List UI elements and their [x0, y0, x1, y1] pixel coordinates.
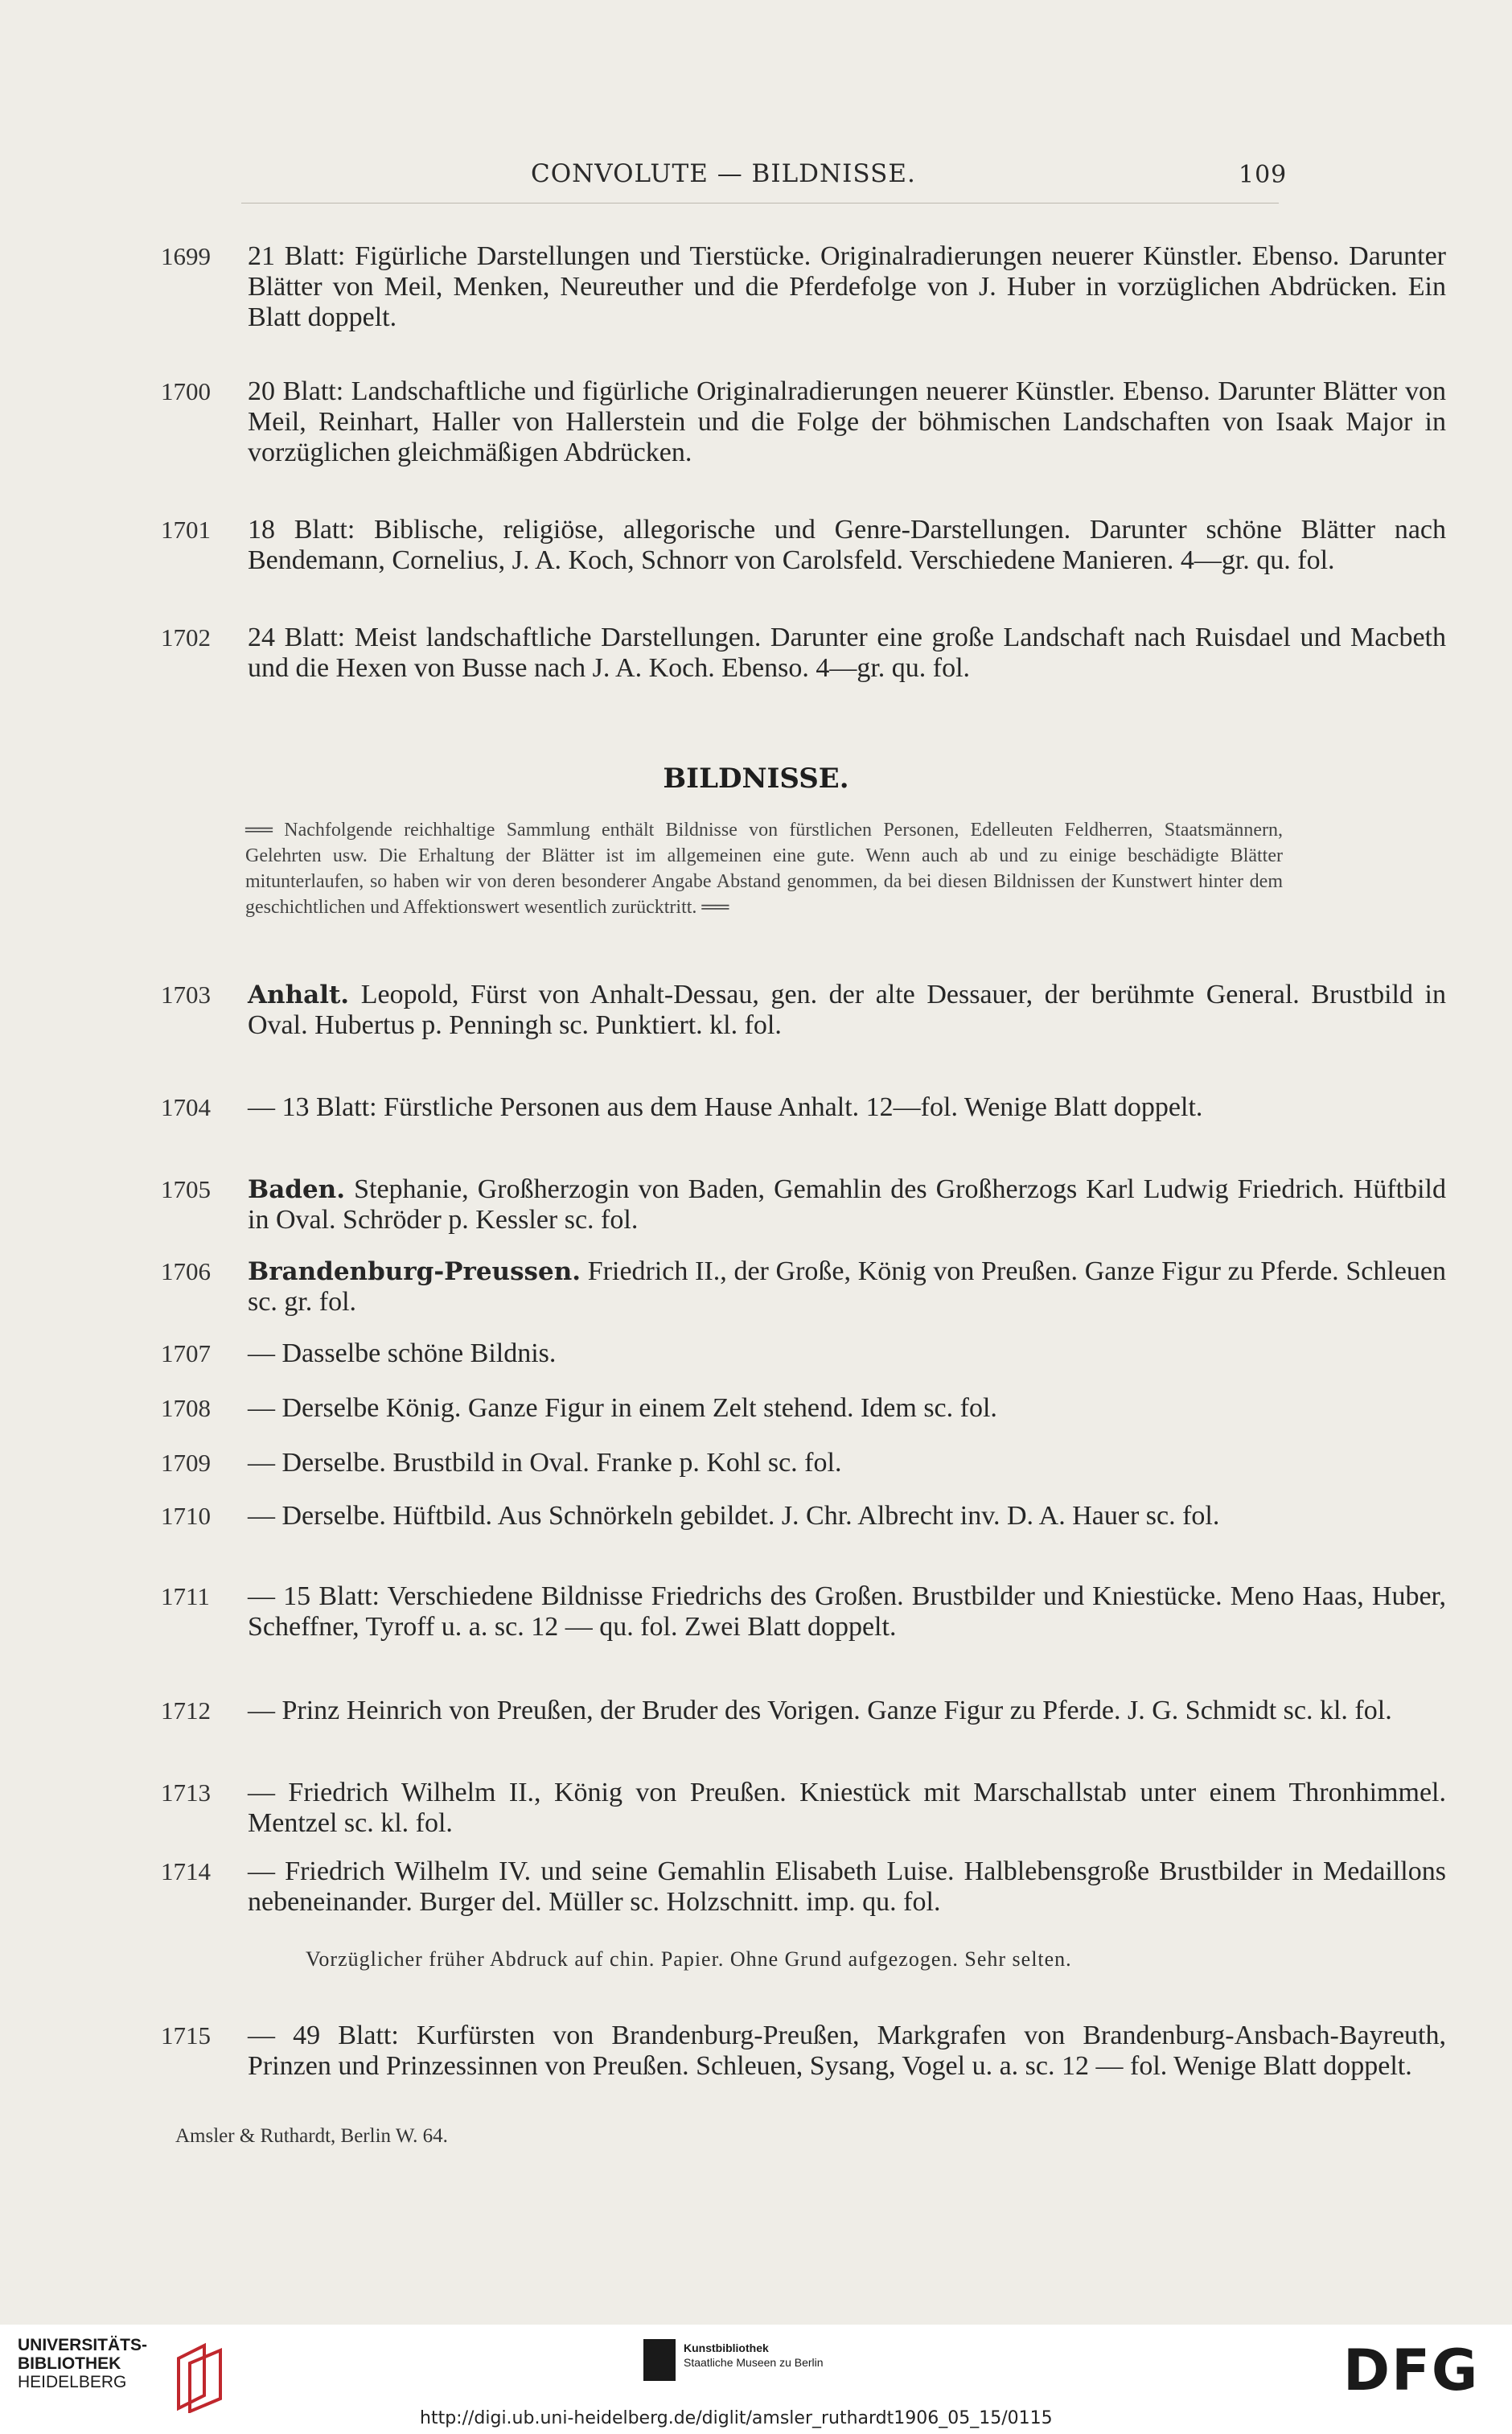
section-title: BILDNISSE.: [663, 763, 849, 795]
entry-number: 1702: [161, 623, 211, 652]
entry-number: 1714: [161, 1857, 211, 1885]
entry-heading: Baden.: [248, 1175, 346, 1204]
entry-text: — Prinz Heinrich von Preußen, der Bruder des Vorigen. Ganze Figur zu Pferde. J. G. Schmidt sc. kl. fol.: [248, 1696, 1392, 1725]
entry-text: — 13 Blatt: Fürstliche Personen aus dem Hause Anhalt. 12—fol. Wenige Blatt doppelt.: [248, 1092, 1203, 1122]
kb-line-2: Staatliche Museen zu Berlin: [684, 2356, 824, 2369]
entry-text: — Friedrich Wilhelm IV. und seine Gemahlin Elisabeth Luise. Halblebensgroße Brustbilder in Medaillons nebeneinander. Burger del. Müller sc. Holzschnitt. imp. qu. fol.: [248, 1856, 1446, 1917]
entry-number: 1703: [161, 981, 211, 1009]
kb-line-1: Kunstbibliothek: [684, 2341, 769, 2354]
entry-number: 1709: [161, 1449, 211, 1477]
entry-number: 1711: [161, 1582, 210, 1610]
running-header: [0, 154, 1512, 195]
uni-line-1: UNIVERSITÄTS-: [18, 2336, 148, 2354]
header-title: CONVOLUTE — BILDNISSE.: [531, 159, 916, 188]
entry-text: — Derselbe. Hüftbild. Aus Schnörkeln gebildet. J. Chr. Albrecht inv. D. A. Hauer sc. fol.: [248, 1501, 1220, 1531]
entry-text: 20 Blatt: Landschaftliche und figürliche Originalradierungen neuerer Künstler. Ebenso. Darunter Blätter von Meil, Reinhart, Haller von Hallerstein und die Folge der böhmischen Landschaften von Isaak Major in vorzüglichen gleichmäßigen Abdrücken.: [248, 376, 1446, 467]
entry-number: 1707: [161, 1339, 211, 1367]
permalink-url[interactable]: http://digi.ub.uni-heidelberg.de/diglit/amsler_ruthardt1906_05_15/0115: [420, 2408, 1053, 2428]
entry-number: 1706: [161, 1257, 211, 1285]
entry-text: [248, 1256, 1446, 1318]
entry-number: 1705: [161, 1175, 211, 1203]
digitization-footer: [0, 2325, 1512, 2434]
kunstbibliothek-emblem-icon: [643, 2339, 676, 2381]
entry-number: 1699: [161, 242, 211, 270]
entry-number: 1704: [161, 1093, 211, 1121]
section-intro: ══ Nachfolgende reichhaltige Sammlung enthält Bildnisse von fürstlichen Personen, Edelleuten Feldherren, Staatsmännern, Gelehrten usw. Die Erhaltung der Blätter ist im allgemeinen eine gute. Wenn auch ab und zu einige beschädigte Blätter mitunterlaufen, so haben wir von deren besonderer Angabe Abstand genommen, da bei diesen Bildnissen der Kunstwert hinter dem geschichtlichen und Affektionswert wesentlich zurücktritt. ══: [245, 820, 1283, 918]
entry-text: — 49 Blatt: Kurfürsten von Brandenburg-Preußen, Markgrafen von Brandenburg-Ansbach-Bayreuth, Prinzen und Prinzessinnen von Preußen. Schleuen, Sysang, Vogel u. a. sc. 12 — fol. Wenige Blatt doppelt.: [248, 2021, 1446, 2081]
university-emblem-icon: [172, 2342, 228, 2413]
dfg-logo: DFG: [1343, 2337, 1480, 2403]
entry-text: — Dasselbe schöne Bildnis.: [248, 1338, 557, 1368]
entry-body: Stephanie, Großherzogin von Baden, Gemahlin des Großherzogs Karl Ludwig Friedrich. Hüftbild in Oval. Schröder p. Kessler sc. fol.: [248, 1174, 1446, 1235]
entry-text: — Friedrich Wilhelm II., König von Preußen. Kniestück mit Marschallstab unter einem Thronhimmel. Mentzel sc. kl. fol.: [248, 1778, 1446, 1838]
entry-heading: Brandenburg-Preussen.: [248, 1257, 581, 1286]
university-library-logo: [18, 2336, 219, 2408]
entry-text: 21 Blatt: Figürliche Darstellungen und Tierstücke. Originalradierungen neuerer Künstler. Ebenso. Darunter Blätter von Meil, Menken, Neureuther und die Pferdefolge von J. Huber in vorzüglichen Abdrücken. Ein Blatt doppelt.: [248, 241, 1446, 332]
entry-text: [248, 980, 1446, 1041]
printer-imprint: Amsler & Ruthardt, Berlin W. 64.: [175, 2125, 448, 2147]
entry-text: 18 Blatt: Biblische, religiöse, allegorische und Genre-Darstellungen. Darunter schöne Blätter nach Bendemann, Cornelius, J. A. Koch, Schnorr von Carolsfeld. Verschiedene Manieren. 4—gr. qu. fol.: [248, 515, 1446, 575]
entry-text: [248, 1174, 1446, 1236]
entry-number: 1710: [161, 1502, 211, 1530]
entry-text: — Derselbe König. Ganze Figur in einem Zelt stehend. Idem sc. fol.: [248, 1393, 997, 1423]
page-number: 109: [1239, 161, 1288, 189]
entry-number: 1700: [161, 377, 211, 405]
entry-text: 24 Blatt: Meist landschaftliche Darstellungen. Darunter eine große Landschaft nach Ruisdael und Macbeth und die Hexen von Busse nach J. A. Koch. Ebenso. 4—gr. qu. fol.: [248, 623, 1446, 683]
entry-note: Vorzüglicher früher Abdruck auf chin. Papier. Ohne Grund aufgezogen. Sehr selten.: [306, 1947, 1072, 1971]
entry-heading: Anhalt.: [248, 981, 350, 1009]
entry-text: — 15 Blatt: Verschiedene Bildnisse Friedrichs des Großen. Brustbilder und Kniestücke. Meno Haas, Huber, Scheffner, Tyroff u. a. sc. 12 — qu. fol. Zwei Blatt doppelt.: [248, 1581, 1446, 1642]
entry-number: 1713: [161, 1778, 211, 1807]
entry-body: Friedrich II., der Große, König von Preußen. Ganze Figur zu Pferde. Schleuen sc. gr. fol.: [248, 1256, 1446, 1317]
entry-body: Leopold, Fürst von Anhalt-Dessau, gen. der alte Dessauer, der berühmte General. Brustbild in Oval. Hubertus p. Penningh sc. Punktiert. kl. fol.: [248, 980, 1447, 1040]
header-rule: [241, 203, 1279, 204]
kunstbibliothek-logo: [643, 2339, 909, 2387]
uni-line-2: BIBLIOTHEK: [18, 2354, 121, 2373]
entry-number: 1701: [161, 516, 211, 544]
entry-number: 1708: [161, 1394, 211, 1422]
entry-number: 1715: [161, 2021, 211, 2050]
uni-line-3: HEIDELBERG: [18, 2373, 127, 2391]
entry-text: — Derselbe. Brustbild in Oval. Franke p. Kohl sc. fol.: [248, 1448, 842, 1478]
entry-number: 1712: [161, 1696, 211, 1725]
